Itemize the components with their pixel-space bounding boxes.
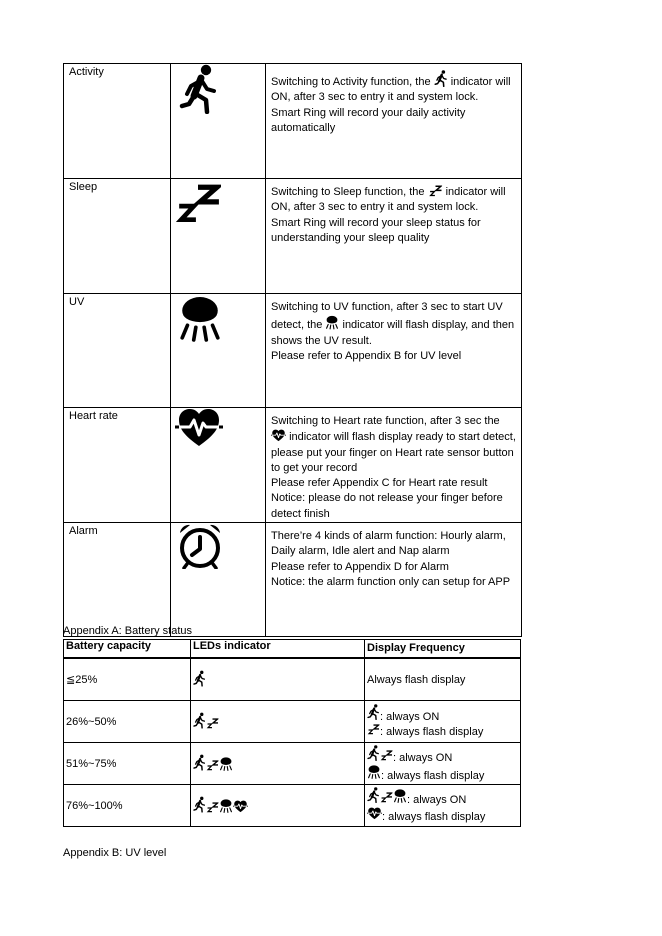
battery-capacity: 76%~100%	[64, 785, 191, 827]
sleep-zz-icon	[175, 183, 221, 225]
function-row-uv	[64, 294, 522, 408]
running-person-icon	[367, 704, 380, 720]
function-name: Activity	[64, 64, 171, 179]
sleep-zz-icon	[206, 718, 219, 729]
header-display-frequency: Display Frequency	[365, 640, 521, 659]
display-frequency: Always flash display	[367, 673, 466, 686]
sleep-zz-icon	[380, 792, 393, 803]
table-row: 76%~100% : always ON : always flash display	[64, 785, 521, 827]
header-battery-capacity: Battery capacity	[64, 640, 191, 659]
running-person-icon	[174, 64, 224, 114]
header-leds-indicator: LEDs indicator	[191, 640, 365, 659]
function-row-alarm	[64, 523, 522, 637]
function-name: Alarm	[64, 523, 171, 637]
running-person-icon	[193, 754, 206, 771]
appendix-a-title: Appendix A: Battery status	[63, 625, 193, 637]
running-person-icon	[193, 796, 206, 813]
alarm-clock-icon	[176, 521, 224, 569]
running-person-icon	[193, 670, 206, 687]
running-person-icon	[367, 787, 380, 803]
uv-sun-icon	[325, 315, 339, 330]
sleep-zz-icon	[380, 750, 393, 761]
function-name: Heart rate	[64, 408, 171, 523]
sleep-zz-icon	[206, 802, 219, 813]
heart-pulse-icon	[367, 807, 382, 820]
running-person-icon	[367, 745, 380, 761]
battery-capacity: 26%~50%	[64, 701, 191, 743]
table-header-row	[64, 640, 521, 659]
heart-pulse-icon	[175, 408, 223, 448]
running-person-icon	[193, 712, 206, 729]
battery-status-table	[63, 639, 521, 827]
uv-sun-icon	[367, 765, 381, 779]
function-row-heart-rate	[64, 408, 522, 523]
sleep-zz-icon	[367, 724, 380, 735]
heart-pulse-icon	[233, 800, 248, 813]
function-description: Switching to UV function, after 3 sec to start UV detect, the indicator will flash display, and then shows the UV result. Please refer to Appendix B for UV level	[266, 294, 522, 408]
heart-pulse-icon	[271, 429, 286, 442]
function-name: Sleep	[64, 179, 171, 294]
uv-sun-icon	[177, 296, 223, 342]
uv-sun-icon	[219, 799, 233, 813]
function-row-sleep	[64, 179, 522, 294]
uv-sun-icon	[219, 757, 233, 771]
table-row: 26%~50% : always ON : always flash display	[64, 701, 521, 743]
sleep-zz-icon	[206, 760, 219, 771]
function-description: Switching to Sleep function, the indicator will ON, after 3 sec to entry it and system lock. Smart Ring will record your sleep status for understanding your sleep quality	[266, 179, 522, 294]
battery-capacity: 51%~75%	[64, 743, 191, 785]
running-person-icon	[434, 70, 448, 87]
sleep-zz-icon	[428, 185, 443, 197]
table-row: 51%~75% : always ON : always flash display	[64, 743, 521, 785]
uv-sun-icon	[393, 789, 407, 803]
table-row	[64, 658, 521, 701]
function-description: Switching to Activity function, the indicator will ON, after 3 sec to entry it and system lock. Smart Ring will record your daily activity automatically	[266, 64, 522, 179]
function-description: There’re 4 kinds of alarm function: Hourly alarm, Daily alarm, Idle alert and Nap alarm Please refer to Appendix D for Alarm Notice: the alarm function only can setup for APP	[266, 523, 522, 637]
appendix-b-title: Appendix B: UV level	[63, 847, 167, 859]
function-name: UV	[64, 294, 171, 408]
function-row-activity	[64, 64, 522, 179]
function-table	[63, 63, 522, 637]
battery-capacity: ≦25%	[64, 658, 191, 701]
function-description: Switching to Heart rate function, after 3 sec the indicator will flash display ready to start detect, please put your finger on Heart rate sensor button to get your record Please refer Appendix C for Heart rate result Notice: please do not release your finger before detect finish	[266, 408, 522, 523]
